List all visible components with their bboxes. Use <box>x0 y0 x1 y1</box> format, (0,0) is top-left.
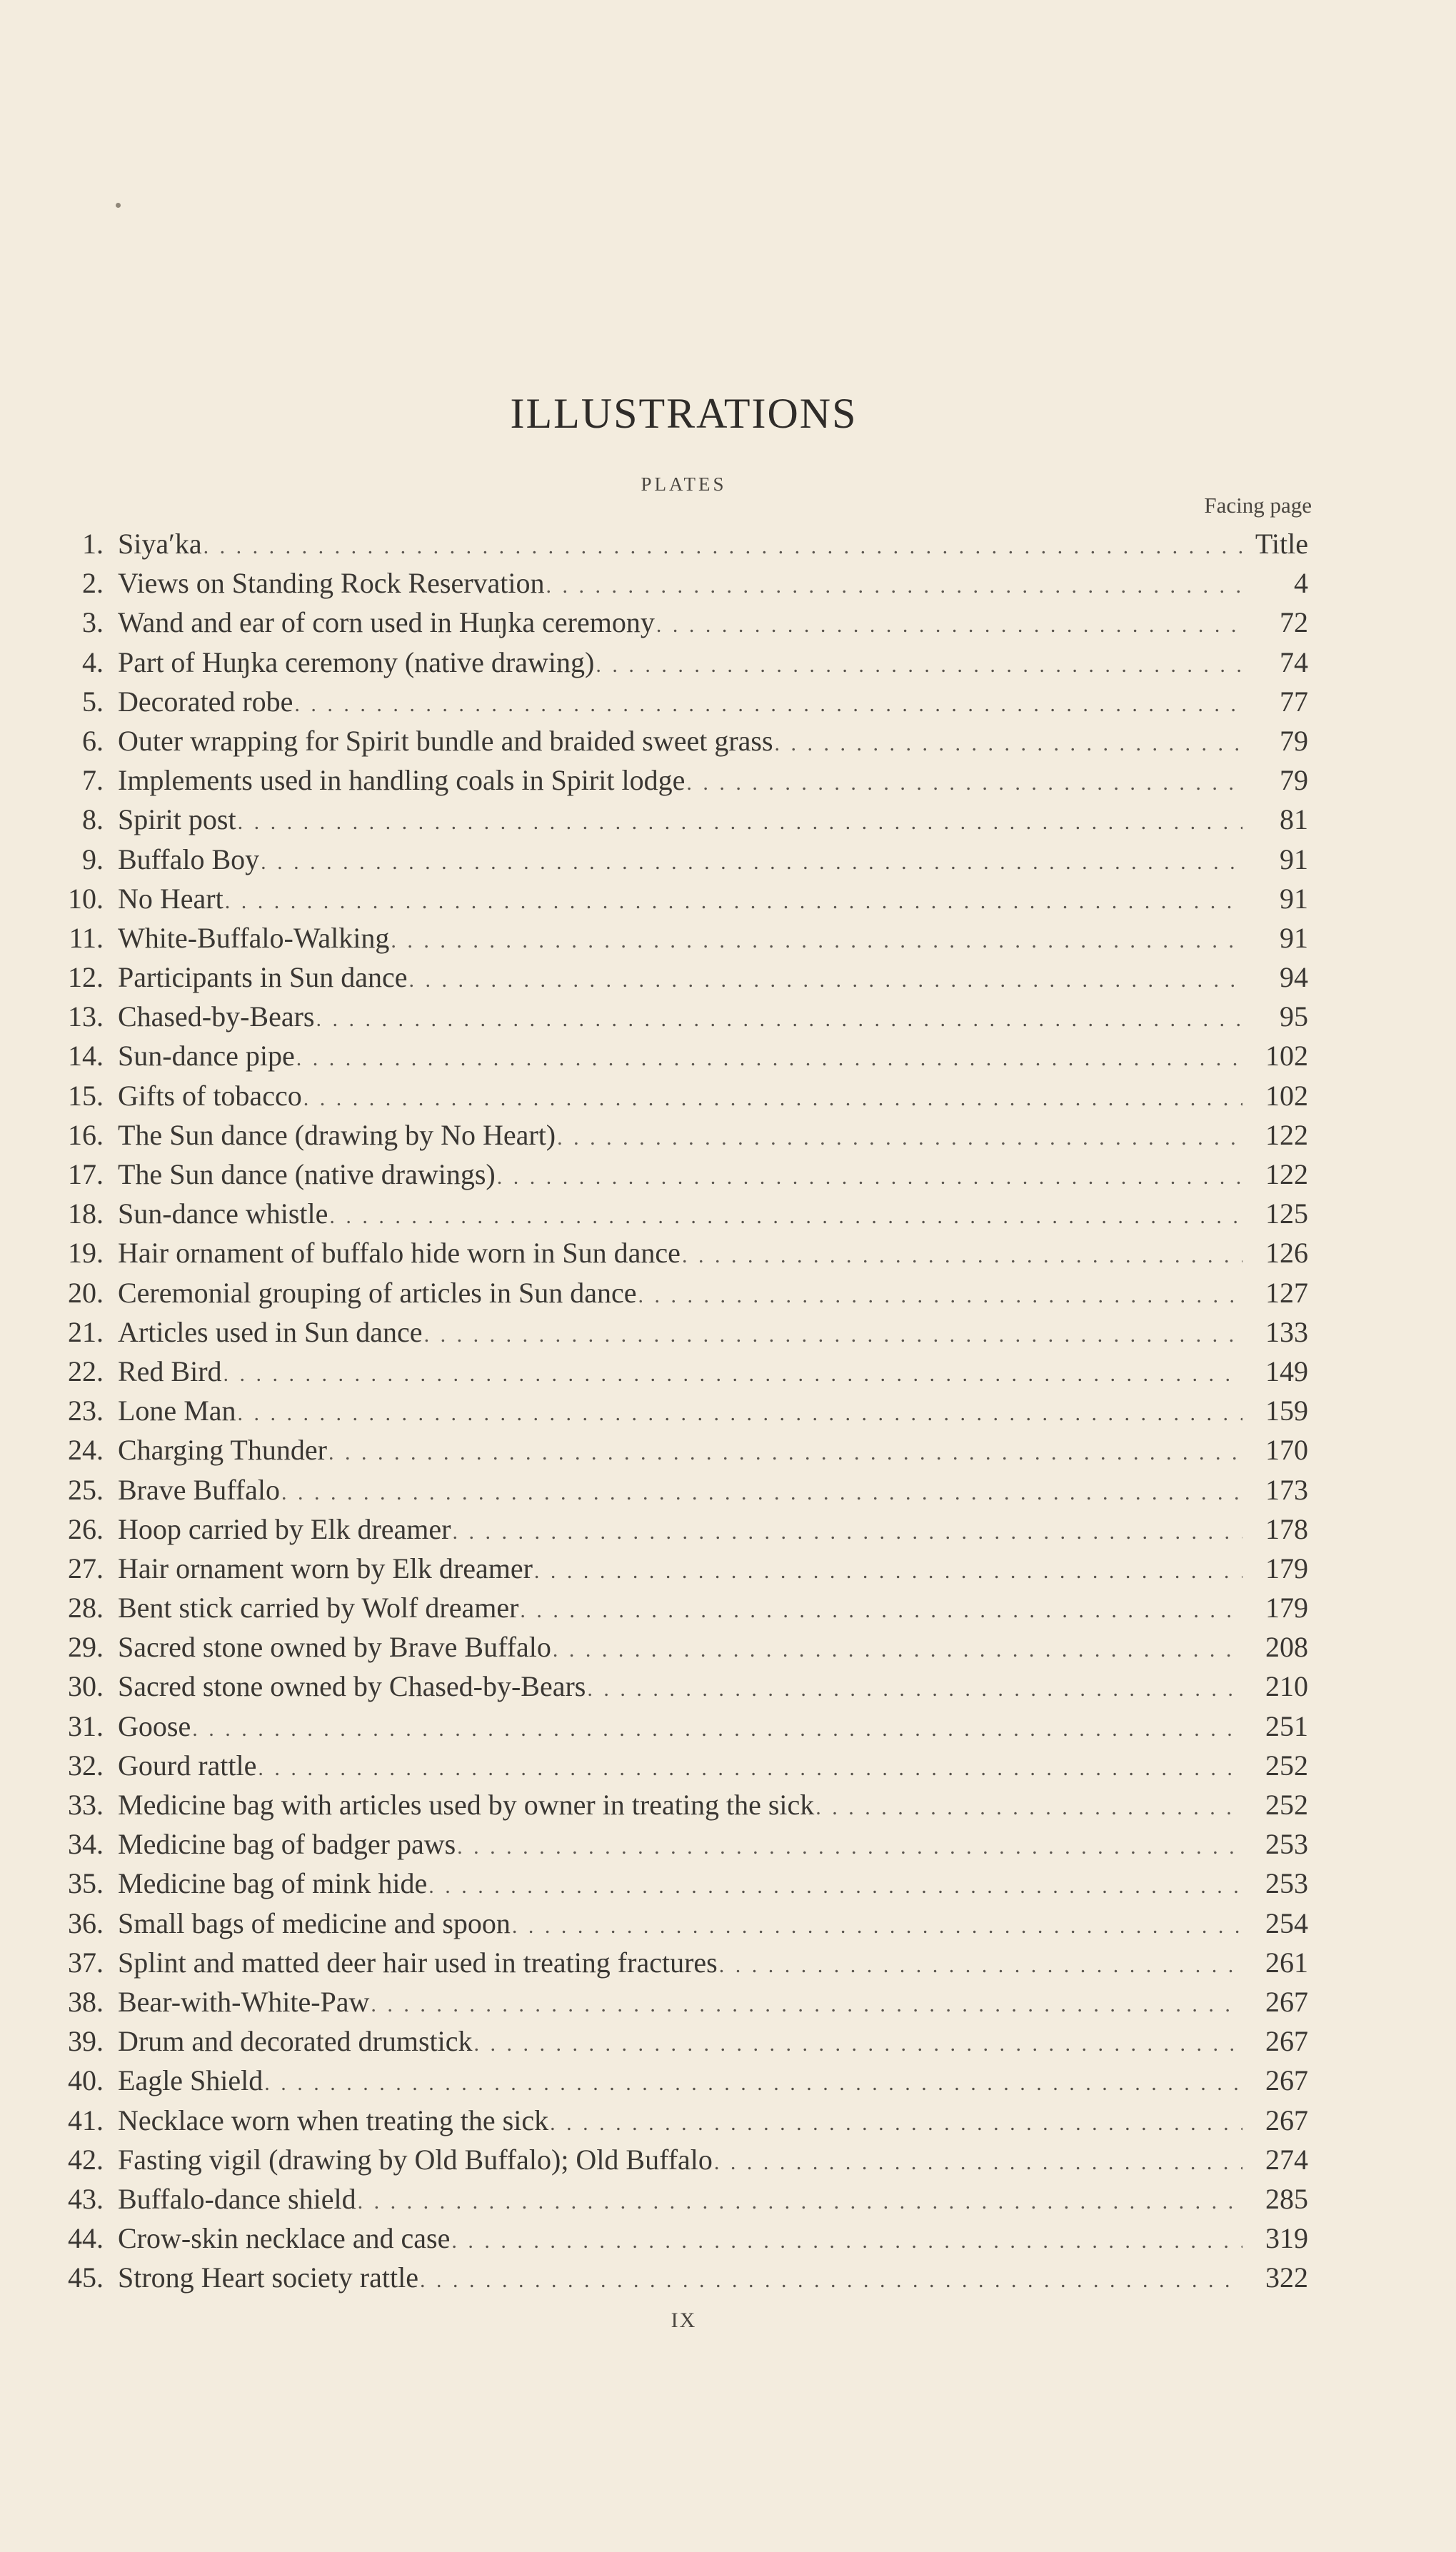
facing-page-number: 267 <box>1265 1985 1308 2018</box>
facing-page-number: 179 <box>1265 1592 1308 1624</box>
dot-leader <box>316 1000 1242 1039</box>
facing-page-number: 95 <box>1280 1000 1308 1033</box>
facing-page-number: 126 <box>1265 1237 1308 1270</box>
list-item <box>43 1155 1308 1194</box>
plate-title: Hair ornament of buffalo hide worn in Sun dance <box>118 1237 681 1270</box>
facing-page-number: 254 <box>1265 1907 1308 1939</box>
plate-number: 8. <box>82 803 104 836</box>
dot-leader <box>192 1709 1242 1749</box>
dot-leader <box>719 1946 1242 1985</box>
plate-number: 25. <box>68 1473 104 1506</box>
dot-leader <box>204 527 1242 566</box>
facing-page-number: 159 <box>1265 1395 1308 1427</box>
facing-page-number: 102 <box>1265 1079 1308 1112</box>
plate-number: 36. <box>68 1907 104 1939</box>
dot-leader <box>587 1669 1242 1709</box>
list-item <box>43 2061 1308 2100</box>
list-item <box>43 1982 1308 2021</box>
plate-number: 42. <box>68 2143 104 2176</box>
page-speck <box>116 203 121 208</box>
dot-leader <box>714 2143 1242 2182</box>
list-item <box>43 2258 1308 2297</box>
plates-list <box>43 524 1308 2297</box>
list-item <box>43 2140 1308 2179</box>
dot-leader <box>474 2024 1242 2064</box>
plate-title: Medicine bag of mink hide <box>118 1867 428 1900</box>
dot-leader <box>550 2104 1242 2143</box>
plate-number: 19. <box>68 1237 104 1270</box>
dot-leader <box>329 1197 1242 1236</box>
dot-leader <box>238 803 1242 842</box>
plate-number: 45. <box>68 2261 104 2294</box>
list-item <box>43 2219 1308 2258</box>
plate-number: 26. <box>68 1512 104 1545</box>
list-item <box>43 1194 1308 1233</box>
plate-title: Gourd rattle <box>118 1749 257 1782</box>
list-item <box>43 1785 1308 1824</box>
plate-title: Sun-dance whistle <box>118 1197 328 1230</box>
facing-page-number: 77 <box>1280 685 1308 718</box>
plate-title: Bent stick carried by Wolf dreamer <box>118 1592 519 1624</box>
plate-number: 7. <box>82 764 104 797</box>
facing-page-number: 253 <box>1265 1867 1308 1900</box>
plate-title: Implements used in handling coals in Spirit lodge <box>118 764 686 797</box>
dot-leader <box>553 1630 1242 1669</box>
plate-title: Buffalo Boy <box>118 843 260 875</box>
plate-number: 1. <box>82 528 104 560</box>
list-item <box>43 1549 1308 1588</box>
plate-title: Wand and ear of corn used in Huŋka ceremony <box>118 606 655 639</box>
facing-page-number: 91 <box>1280 843 1308 875</box>
plate-number: 33. <box>68 1789 104 1821</box>
plate-title: Small bags of medicine and spoon <box>118 1907 511 1939</box>
list-item <box>43 1509 1308 1549</box>
dot-leader <box>238 1394 1242 1433</box>
plate-title: Outer wrapping for Spirit bundle and braided sweet grass <box>118 724 773 757</box>
plate-number: 18. <box>68 1197 104 1230</box>
list-item <box>43 1076 1308 1115</box>
plate-title: Participants in Sun dance <box>118 961 408 994</box>
list-item <box>43 1233 1308 1272</box>
page-title: ILLUSTRATIONS <box>510 390 858 437</box>
facing-page-number: 122 <box>1265 1158 1308 1190</box>
facing-page-number: Title <box>1255 528 1308 560</box>
dot-leader <box>424 1315 1242 1355</box>
plate-number: 5. <box>82 685 104 718</box>
facing-page-number: 122 <box>1265 1118 1308 1151</box>
dot-leader <box>557 1118 1242 1157</box>
plate-number: 40. <box>68 2064 104 2097</box>
dot-leader <box>656 606 1242 645</box>
plate-number: 11. <box>69 921 104 954</box>
facing-page-number: 285 <box>1265 2182 1308 2215</box>
dot-leader <box>224 1355 1242 1394</box>
dot-leader <box>682 1236 1242 1275</box>
plate-title: Hair ornament worn by Elk dreamer <box>118 1552 533 1584</box>
plate-number: 22. <box>68 1355 104 1387</box>
dot-leader <box>815 1788 1242 1827</box>
facing-page-number: 72 <box>1280 606 1308 639</box>
dot-leader <box>457 1827 1242 1867</box>
dot-leader <box>497 1157 1242 1197</box>
list-item <box>43 1115 1308 1155</box>
plate-number: 44. <box>68 2222 104 2255</box>
dot-leader <box>534 1552 1242 1591</box>
plate-number: 43. <box>68 2182 104 2215</box>
plate-title: Eagle Shield <box>118 2064 263 2097</box>
list-item <box>43 800 1308 839</box>
facing-page-number: 267 <box>1265 2104 1308 2136</box>
facing-page-number: 74 <box>1280 645 1308 678</box>
plate-title: White-Buffalo-Walking <box>118 921 390 954</box>
dot-leader <box>281 1473 1242 1512</box>
plate-title: Lone Man <box>118 1395 236 1427</box>
plate-title: Spirit post <box>118 803 236 836</box>
plate-title: Articles used in Sun dance <box>118 1315 423 1348</box>
dot-leader <box>428 1867 1242 1906</box>
dot-leader <box>420 2261 1242 2300</box>
plate-number: 27. <box>68 1552 104 1584</box>
dot-leader <box>225 882 1242 921</box>
list-item <box>43 840 1308 879</box>
list-item <box>43 603 1308 642</box>
facing-page-number: 274 <box>1265 2143 1308 2176</box>
plate-number: 21. <box>68 1315 104 1348</box>
list-item <box>43 1036 1308 1075</box>
dot-leader <box>408 960 1242 1000</box>
plate-title: Medicine bag with articles used by owner in treating the sick <box>118 1789 815 1821</box>
list-item <box>43 524 1308 563</box>
plate-number: 24. <box>68 1434 104 1467</box>
dot-leader <box>638 1276 1242 1315</box>
list-item <box>43 1352 1308 1391</box>
facing-page-number: 179 <box>1265 1552 1308 1584</box>
facing-page-number: 210 <box>1265 1670 1308 1703</box>
plate-title: Splint and matted deer hair used in treating fractures <box>118 1946 718 1979</box>
plate-number: 4. <box>82 645 104 678</box>
dot-leader <box>686 763 1242 803</box>
plate-title: The Sun dance (native drawings) <box>118 1158 496 1190</box>
plate-title: Medicine bag of badger paws <box>118 1828 456 1861</box>
list-item <box>43 682 1308 721</box>
facing-page-number: 127 <box>1265 1276 1308 1309</box>
plate-title: Views on Standing Rock Reservation <box>118 567 545 600</box>
plate-number: 20. <box>68 1276 104 1309</box>
list-item <box>43 1864 1308 1903</box>
plate-title: Sacred stone owned by Brave Buffalo <box>118 1631 551 1664</box>
facing-page-number: 251 <box>1265 1709 1308 1742</box>
plate-title: Gifts of tobacco <box>118 1079 302 1112</box>
plate-number: 34. <box>68 1828 104 1861</box>
plate-number: 39. <box>68 2025 104 2058</box>
facing-page-number: 125 <box>1265 1197 1308 1230</box>
dot-leader <box>512 1907 1242 1946</box>
plate-title: Bear-with-White-Paw <box>118 1985 370 2018</box>
facing-page-number: 81 <box>1280 803 1308 836</box>
plate-number: 3. <box>82 606 104 639</box>
list-item <box>43 1273 1308 1312</box>
section-subtitle: PLATES <box>641 473 727 495</box>
facing-page-number: 208 <box>1265 1631 1308 1664</box>
list-item <box>43 563 1308 603</box>
facing-page-number: 261 <box>1265 1946 1308 1979</box>
plate-number: 12. <box>68 961 104 994</box>
list-item <box>43 1824 1308 1864</box>
facing-page-number: 253 <box>1265 1828 1308 1861</box>
facing-page-number: 267 <box>1265 2064 1308 2097</box>
list-item <box>43 1470 1308 1509</box>
dot-leader <box>261 843 1242 882</box>
plate-title: Sacred stone owned by Chased-by-Bears <box>118 1670 586 1703</box>
plate-title: Drum and decorated drumstick <box>118 2025 473 2058</box>
dot-leader <box>303 1079 1242 1118</box>
plate-title: Sun-dance pipe <box>118 1040 295 1072</box>
facing-page-number: 322 <box>1265 2261 1308 2294</box>
list-item <box>43 1312 1308 1352</box>
facing-page-number: 79 <box>1280 764 1308 797</box>
list-item <box>43 2179 1308 2219</box>
facing-page-number: 149 <box>1265 1355 1308 1387</box>
list-item <box>43 1391 1308 1430</box>
list-item <box>43 2021 1308 2061</box>
facing-page-number: 178 <box>1265 1512 1308 1545</box>
list-item <box>43 918 1308 958</box>
plate-title: Chased-by-Bears <box>118 1000 315 1033</box>
facing-page-number: 94 <box>1280 961 1308 994</box>
plate-number: 32. <box>68 1749 104 1782</box>
plate-number: 10. <box>68 882 104 915</box>
facing-page-number: 173 <box>1265 1473 1308 1506</box>
facing-page-number: 267 <box>1265 2025 1308 2058</box>
list-item <box>43 1746 1308 1785</box>
list-item <box>43 721 1308 760</box>
facing-page-number: 79 <box>1280 724 1308 757</box>
dot-leader <box>371 1985 1242 2024</box>
plate-number: 38. <box>68 1985 104 2018</box>
list-item <box>43 1430 1308 1470</box>
plate-title: Hoop carried by Elk dreamer <box>118 1512 451 1545</box>
plate-number: 41. <box>68 2104 104 2136</box>
facing-page-number: 252 <box>1265 1749 1308 1782</box>
list-item <box>43 1667 1308 1706</box>
plate-title: Goose <box>118 1709 191 1742</box>
list-item <box>43 1943 1308 1982</box>
list-item <box>43 1707 1308 1746</box>
plate-title: Decorated robe <box>118 685 293 718</box>
dot-leader <box>775 724 1242 763</box>
plate-title: Buffalo-dance shield <box>118 2182 356 2215</box>
facing-page-number: 102 <box>1265 1040 1308 1072</box>
plate-number: 35. <box>68 1867 104 1900</box>
plate-title: Siya′ka <box>118 528 202 560</box>
plate-title: Fasting vigil (drawing by Old Buffalo); Old Buffalo <box>118 2143 713 2176</box>
list-item <box>43 2101 1308 2140</box>
plate-title: Strong Heart society rattle <box>118 2261 418 2294</box>
dot-leader <box>258 1749 1242 1788</box>
plate-number: 15. <box>68 1079 104 1112</box>
dot-leader <box>358 2182 1242 2221</box>
dot-leader <box>451 2221 1242 2261</box>
plate-title: Ceremonial grouping of articles in Sun dance <box>118 1276 637 1309</box>
list-item <box>43 1588 1308 1627</box>
plate-title: Charging Thunder <box>118 1434 327 1467</box>
list-item <box>43 997 1308 1036</box>
plate-number: 37. <box>68 1946 104 1979</box>
plate-title: Red Bird <box>118 1355 222 1387</box>
dot-leader <box>452 1512 1242 1552</box>
plate-number: 29. <box>68 1631 104 1664</box>
plate-number: 28. <box>68 1592 104 1624</box>
plate-number: 13. <box>68 1000 104 1033</box>
list-item <box>43 1904 1308 1943</box>
facing-page-number: 91 <box>1280 882 1308 915</box>
dot-leader <box>391 921 1242 960</box>
plate-number: 14. <box>68 1040 104 1072</box>
plate-number: 30. <box>68 1670 104 1703</box>
plate-number: 9. <box>82 843 104 875</box>
list-item <box>43 879 1308 918</box>
list-item <box>43 643 1308 682</box>
dot-leader <box>294 685 1242 724</box>
list-item <box>43 958 1308 997</box>
facing-page-number: 4 <box>1294 567 1308 600</box>
plate-number: 2. <box>82 567 104 600</box>
dot-leader <box>596 645 1242 685</box>
plate-title: The Sun dance (drawing by No Heart) <box>118 1118 556 1151</box>
plate-title: Brave Buffalo <box>118 1473 280 1506</box>
list-item <box>43 1627 1308 1667</box>
plate-number: 17. <box>68 1158 104 1190</box>
plate-title: Necklace worn when treating the sick <box>118 2104 549 2136</box>
plate-number: 6. <box>82 724 104 757</box>
dot-leader <box>296 1039 1242 1078</box>
dot-leader <box>264 2064 1242 2103</box>
plate-title: Part of Huŋka ceremony (native drawing) <box>118 645 595 678</box>
column-label: Facing page <box>1204 493 1312 518</box>
dot-leader <box>546 566 1242 606</box>
plate-title: No Heart <box>118 882 224 915</box>
facing-page-number: 170 <box>1265 1434 1308 1467</box>
dot-leader <box>520 1591 1242 1630</box>
plate-number: 16. <box>68 1118 104 1151</box>
plate-title: Crow-skin necklace and case <box>118 2222 451 2255</box>
dot-leader <box>328 1433 1242 1472</box>
facing-page-number: 319 <box>1265 2222 1308 2255</box>
facing-page-number: 133 <box>1265 1315 1308 1348</box>
page-folio: IX <box>671 2309 697 2332</box>
plate-number: 31. <box>68 1709 104 1742</box>
plate-number: 23. <box>68 1395 104 1427</box>
facing-page-number: 252 <box>1265 1789 1308 1821</box>
list-item <box>43 760 1308 800</box>
facing-page-number: 91 <box>1280 921 1308 954</box>
